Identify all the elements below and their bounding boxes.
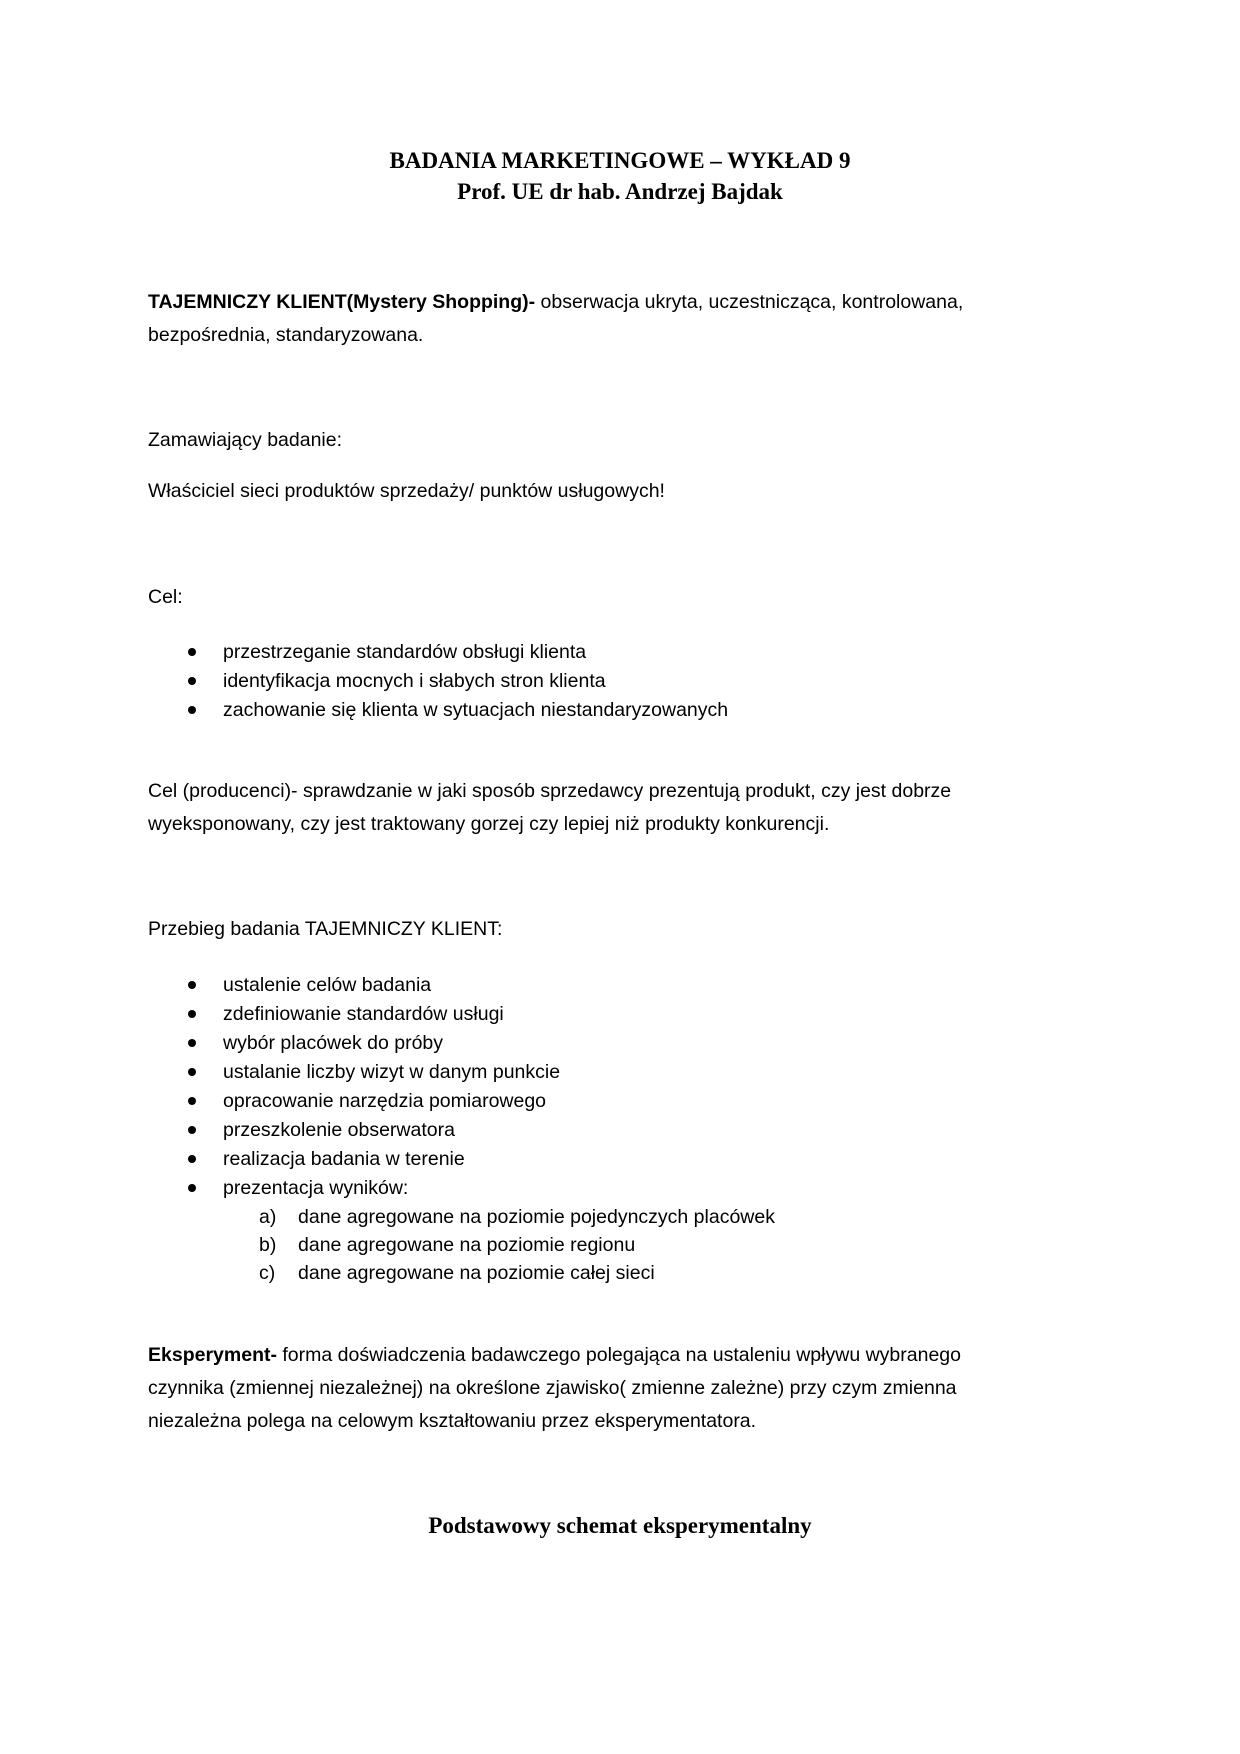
goal-label: Cel: — [148, 586, 183, 608]
list-item: prezentacja wyników: — [148, 1174, 560, 1203]
bullet-icon — [188, 677, 196, 685]
list-item: a) dane agregowane na poziomie pojedynczych placówek — [148, 1203, 775, 1231]
list-item: wybór placówek do próby — [148, 1029, 560, 1058]
bullet-icon — [188, 706, 196, 714]
list-item: c) dane agregowane na poziomie całej sieci — [148, 1259, 775, 1287]
list-item: ustalanie liczby wizyt w danym punkcie — [148, 1058, 560, 1087]
list-item: b) dane agregowane na poziomie regionu — [148, 1231, 775, 1259]
experiment-line2: czynnika (zmiennej niezależnej) na określone zjawisko( zmienne zależne) przy czym zmienna — [148, 1377, 957, 1399]
bullet-icon — [188, 1097, 196, 1105]
bullet-icon — [188, 1184, 196, 1192]
list-item: identyfikacja mocnych i słabych stron klienta — [148, 667, 728, 696]
bullet-icon — [188, 1126, 196, 1134]
client-value: Właściciel sieci produktów sprzedaży/ punktów usługowych! — [148, 480, 665, 502]
list-item: przeszkolenie obserwatora — [148, 1116, 560, 1145]
process-label: Przebieg badania TAJEMNICZY KLIENT: — [148, 918, 503, 940]
results-sublist — [148, 1203, 775, 1287]
experiment-line3: niezależna polega na celowym kształtowaniu przez eksperymentatora. — [148, 1410, 757, 1432]
bullet-icon — [188, 1068, 196, 1076]
bullet-icon — [188, 1039, 196, 1047]
list-item: zachowanie się klienta w sytuacjach niestandaryzowanych — [148, 696, 728, 725]
goal-producers-paragraph — [148, 775, 1048, 841]
list-marker: a) — [259, 1206, 277, 1228]
goal-producers-line2: wyeksponowany, czy jest traktowany gorzej czy lepiej niż produkty konkurencji. — [148, 813, 830, 835]
experiment-paragraph — [148, 1339, 1048, 1438]
intro-definition-line1: obserwacja ukryta, uczestnicząca, kontrolowana, — [535, 291, 964, 313]
list-item: zdefiniowanie standardów usługi — [148, 1000, 560, 1029]
bullet-icon — [188, 648, 196, 656]
list-item: opracowanie narzędzia pomiarowego — [148, 1087, 560, 1116]
bullet-icon — [188, 1010, 196, 1018]
list-marker: b) — [259, 1234, 277, 1256]
bullet-icon — [188, 981, 196, 989]
client-label: Zamawiający badanie: — [148, 429, 343, 451]
document-author: Prof. UE dr hab. Andrzej Bajdak — [457, 179, 783, 204]
intro-term: TAJEMNICZY KLIENT(Mystery Shopping)- — [148, 291, 536, 313]
list-item: realizacja badania w terenie — [148, 1145, 560, 1174]
intro-definition-line2: bezpośrednia, standaryzowana. — [148, 324, 424, 346]
list-marker: c) — [259, 1262, 276, 1284]
section-heading: Podstawowy schemat eksperymentalny — [428, 1513, 812, 1538]
document-title: BADANIA MARKETINGOWE – WYKŁAD 9 — [389, 148, 851, 173]
intro-paragraph — [148, 286, 1048, 352]
list-item: przestrzeganie standardów obsługi klienta — [148, 638, 728, 667]
goal-list — [148, 638, 728, 725]
process-list — [148, 971, 560, 1203]
bullet-icon — [188, 1155, 196, 1163]
experiment-line1: forma doświadczenia badawczego polegająca na ustaleniu wpływu wybranego — [276, 1344, 961, 1366]
experiment-term: Eksperyment- — [148, 1344, 277, 1366]
list-item: ustalenie celów badania — [148, 971, 560, 1000]
goal-producers-line1: Cel (producenci)- sprawdzanie w jaki sposób sprzedawcy prezentują produkt, czy jest dobrze — [148, 780, 952, 802]
